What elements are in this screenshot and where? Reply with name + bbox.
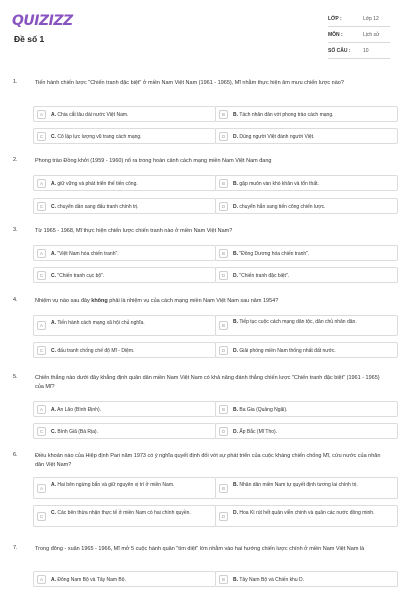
- question-number: 2.: [13, 157, 18, 163]
- option-a[interactable]: [33, 315, 216, 336]
- option-b[interactable]: [215, 477, 398, 499]
- option-text: C. Bình Giã (Bà Rịa).: [51, 429, 98, 435]
- option-a[interactable]: [33, 245, 216, 261]
- option-letter: A: [37, 249, 46, 258]
- emphasis-not: không: [91, 298, 108, 304]
- question-text: Điều khoản nào của Hiệp định Pari năm 1973 có ý nghĩa quyết định đối với sự phát triển của cuộc kháng chiến chống Mĩ, cứu nước của nhân dân Việt Nam?: [35, 453, 381, 468]
- option-text: B. Tách nhân dân với phong trào cách mạng.: [233, 112, 334, 118]
- question-number: 3.: [13, 227, 18, 233]
- question-text: Tiến hành chiến lược "Chiến tranh đặc biệt" ở miền Nam Việt Nam (1961 - 1965), Mĩ nhằm thực hiện âm mưu chiến lược nào?: [35, 80, 344, 86]
- option-a[interactable]: [33, 106, 216, 122]
- option-c[interactable]: [33, 267, 216, 283]
- option-d[interactable]: [215, 128, 398, 144]
- option-letter: A: [37, 405, 46, 414]
- option-b[interactable]: [215, 245, 398, 261]
- option-c[interactable]: [33, 423, 216, 439]
- option-text: C. Cô lập lực lượng vũ trang cách mạng.: [51, 134, 142, 140]
- option-text: C. Các bên thừa nhận thực tế ở miền Nam có hai chính quyền.: [51, 510, 191, 516]
- option-letter: B: [219, 575, 228, 584]
- option-letter: D: [219, 132, 228, 141]
- option-text: B. Tây Nam Bộ và Chiến khu D.: [233, 577, 305, 583]
- option-text: B. Nhân dân miền Nam tự quyết định tương lai chính trị.: [233, 482, 358, 488]
- brand-name: QUIZIZZ: [12, 13, 73, 29]
- option-text: D. chuyển hẳn sang tiến công chiến lược.: [233, 204, 326, 210]
- option-text: D. Hoa Kì rút hết quân viễn chinh và quân các nước đồng minh.: [233, 510, 375, 516]
- option-text: B. Tiếp tục cuộc cách mạng dân tộc, dân chủ nhân dân.: [233, 319, 357, 325]
- option-letter: D: [219, 202, 228, 211]
- option-letter: D: [219, 427, 228, 436]
- option-d[interactable]: [215, 505, 398, 527]
- meta-key: MÔN :: [328, 32, 343, 38]
- option-letter: C: [37, 512, 46, 521]
- meta-row-subject: [328, 29, 390, 43]
- option-c[interactable]: [33, 505, 216, 527]
- question-text: Chiến thắng nào dưới đây khẳng định quân dân miền Nam Việt Nam có khả năng đánh thắng chiến lược "Chiến tranh đặc biệt" (1961 - 1965) của Mĩ?: [35, 375, 380, 390]
- question-number: 5.: [13, 374, 18, 380]
- option-text: A. Tiến hành cách mạng xã hội chủ nghĩa.: [51, 320, 145, 326]
- option-a[interactable]: [33, 571, 216, 587]
- quizizz-logo: [12, 13, 73, 29]
- option-letter: B: [219, 110, 228, 119]
- option-letter: B: [219, 249, 228, 258]
- meta-value: Lịch sử: [363, 32, 380, 38]
- worksheet-header: [0, 0, 400, 62]
- question-number: 6.: [13, 452, 18, 458]
- option-text: C. đấu tranh chống chế độ Mĩ - Diệm.: [51, 348, 135, 354]
- option-d[interactable]: [215, 423, 398, 439]
- option-letter: D: [219, 346, 228, 355]
- option-d[interactable]: [215, 342, 398, 358]
- option-letter: A: [37, 321, 46, 330]
- option-a[interactable]: [33, 175, 216, 191]
- option-text: D. Giải phóng miền Nam thống nhất đất nước.: [233, 348, 336, 354]
- question-text: Từ 1965 - 1968, Mĩ thực hiện chiến lược chiến tranh nào ở miền Nam Việt Nam?: [35, 228, 233, 234]
- option-letter: C: [37, 346, 46, 355]
- option-text: B. gặp muôn vàn khó khăn và tổn thất.: [233, 181, 319, 187]
- option-text: A. "Việt Nam hóa chiến tranh".: [51, 251, 119, 257]
- option-letter: B: [219, 405, 228, 414]
- option-letter: C: [37, 202, 46, 211]
- option-letter: C: [37, 271, 46, 280]
- question-number: 1.: [13, 79, 18, 85]
- option-text: B. "Đông Dương hóa chiến tranh".: [233, 251, 310, 257]
- option-text: D. Ấp Bắc (Mĩ Tho).: [233, 429, 278, 435]
- option-c[interactable]: [33, 198, 216, 214]
- option-letter: B: [219, 179, 228, 188]
- question-text: Trong đông - xuân 1965 - 1966, Mĩ mở 5 cuộc hành quân "tìm diệt" lớn nhằm vào hai hướng chiến lược chính ở miền Nam Việt Nam là: [35, 546, 365, 552]
- meta-key: SỐ CÂU :: [328, 48, 351, 54]
- option-b[interactable]: [215, 175, 398, 191]
- option-letter: C: [37, 427, 46, 436]
- option-b[interactable]: [215, 106, 398, 122]
- option-d[interactable]: [215, 267, 398, 283]
- option-a[interactable]: [33, 401, 216, 417]
- option-text: D. Dùng người Việt đánh người Việt.: [233, 134, 315, 140]
- meta-row-grade: [328, 13, 390, 27]
- meta-info: [328, 13, 390, 61]
- option-text: D. "Chiến tranh đặc biệt".: [233, 273, 290, 279]
- option-letter: A: [37, 110, 46, 119]
- option-letter: B: [219, 484, 228, 493]
- meta-key: LỚP :: [328, 16, 342, 22]
- option-text: A. Đông Nam Bộ và Tây Nam Bộ.: [51, 577, 126, 583]
- option-text: A. giữ vững và phát triển thế tiến công.: [51, 181, 138, 187]
- option-c[interactable]: [33, 342, 216, 358]
- option-letter: A: [37, 575, 46, 584]
- meta-row-count: [328, 45, 390, 59]
- option-text: A. Chia cắt lâu dài nước Việt Nam.: [51, 112, 129, 118]
- option-letter: A: [37, 179, 46, 188]
- meta-value: 10: [363, 48, 369, 54]
- question-number: 4.: [13, 297, 18, 303]
- option-b[interactable]: [215, 315, 398, 336]
- option-a[interactable]: [33, 477, 216, 499]
- question-text: Nhiệm vụ nào sau đây không phải là nhiệm vụ của cách mạng miền Nam Việt Nam sau năm 1954?: [35, 298, 279, 304]
- option-b[interactable]: [215, 401, 398, 417]
- option-c[interactable]: [33, 128, 216, 144]
- option-b[interactable]: [215, 571, 398, 587]
- option-letter: B: [219, 321, 228, 330]
- option-d[interactable]: [215, 198, 398, 214]
- option-text: A. An Lão (Bình Định).: [51, 407, 102, 413]
- option-letter: A: [37, 484, 46, 493]
- option-letter: C: [37, 132, 46, 141]
- test-title: Đề số 1: [14, 34, 45, 44]
- option-text: C. chuyển dần sang đấu tranh chính trị.: [51, 204, 139, 210]
- question-text: Phong trào Đồng khởi (1959 - 1960) nổ ra trong hoàn cảnh cách mạng miền Nam Việt Nam đang: [35, 158, 272, 164]
- question-number: 7.: [13, 545, 18, 551]
- option-letter: D: [219, 271, 228, 280]
- option-text: C. "Chiến tranh cục bộ".: [51, 273, 105, 279]
- option-text: B. Ba Gia (Quảng Ngãi).: [233, 407, 288, 413]
- option-text: A. Hai bên ngừng bắn và giữ nguyên vị trí ở miền Nam.: [51, 482, 175, 488]
- meta-value: Lớp 12: [363, 16, 379, 22]
- option-letter: D: [219, 512, 228, 521]
